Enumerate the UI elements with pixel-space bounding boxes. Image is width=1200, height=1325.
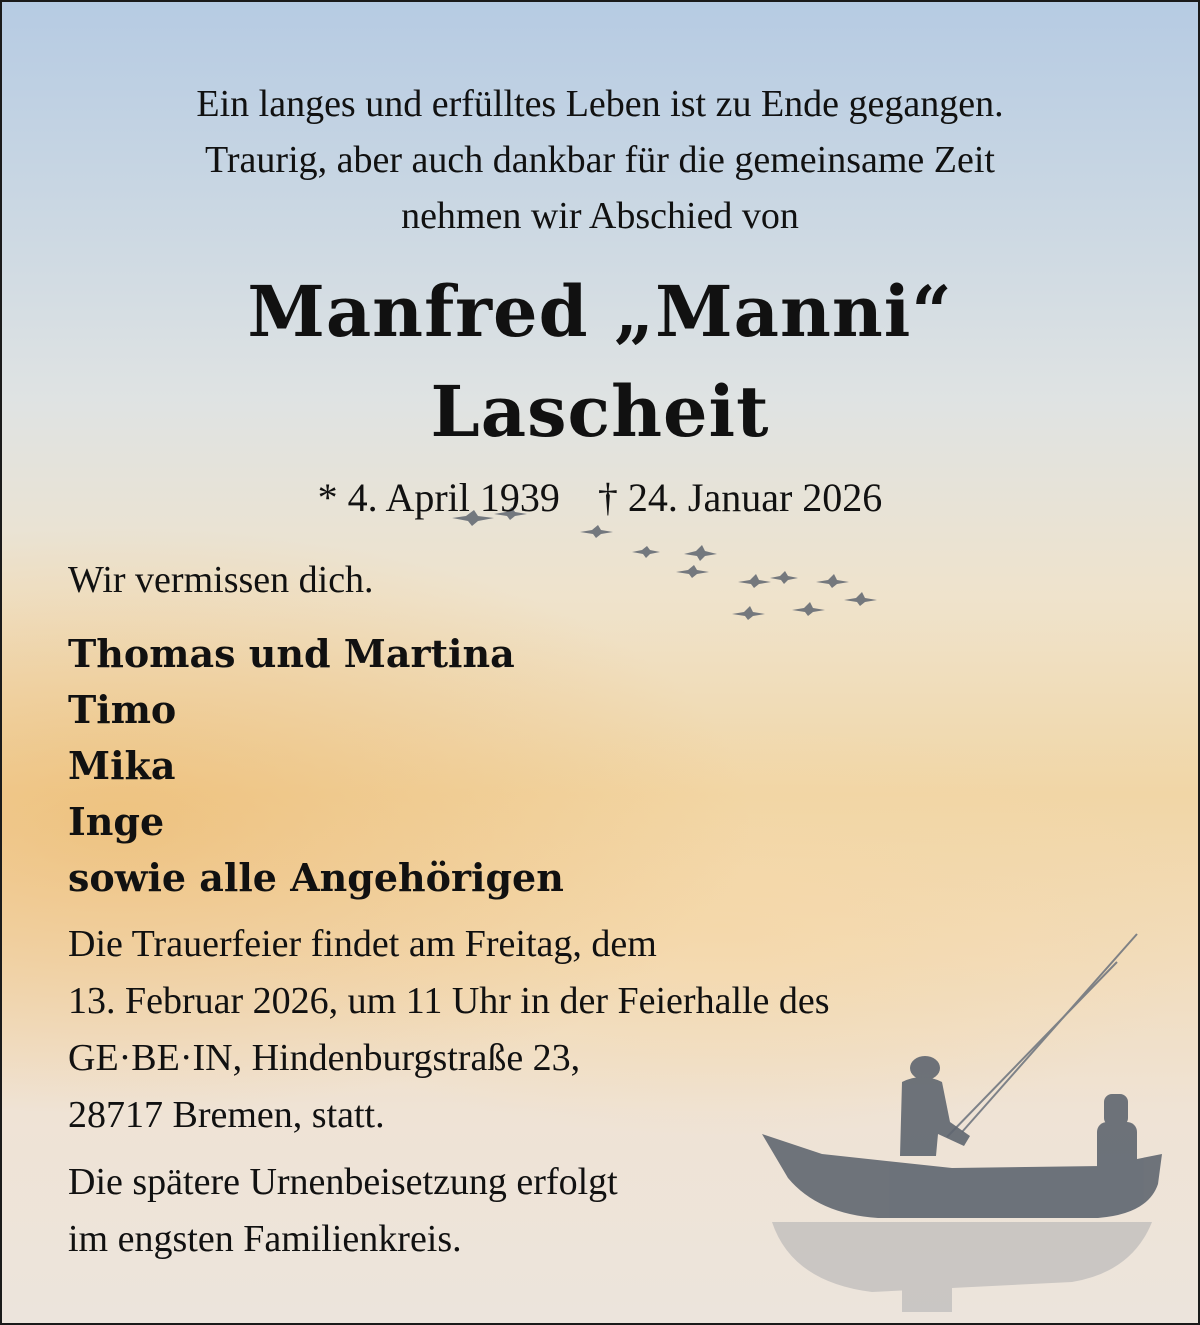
family-member: Thomas und Martina (68, 631, 515, 676)
intro-text (2, 76, 1198, 244)
message-text: Wir vermissen dich. (68, 559, 374, 601)
death-date: † 24. Januar 2026 (597, 475, 883, 520)
family-member: Timo (68, 687, 177, 732)
burial-line: im engsten Familienkreis. (68, 1218, 462, 1260)
service-line: Die Trauerfeier findet am Freitag, dem (68, 923, 657, 965)
life-dates (2, 474, 1198, 521)
family-member: Inge (68, 799, 165, 844)
service-line: GE·BE·IN, Hindenburgstraße 23, (68, 1037, 581, 1079)
service-line: 13. Februar 2026, um 11 Uhr in der Feierhalle des (68, 980, 830, 1022)
deceased-name-first: Manfred „Manni“ (247, 270, 953, 353)
intro-line-1: Ein langes und erfülltes Leben ist zu Ende gegangen. (196, 83, 1004, 125)
service-line: 28717 Bremen, statt. (68, 1094, 385, 1136)
deceased-name-last: Lascheit (430, 370, 770, 453)
family-member: Mika (68, 743, 176, 788)
family-list (68, 626, 564, 906)
family-member: sowie alle Angehörigen (68, 855, 564, 900)
burial-info (68, 1154, 618, 1268)
intro-line-2: Traurig, aber auch dankbar für die gemeinsame Zeit (205, 139, 995, 181)
service-info (68, 916, 830, 1144)
intro-line-3: nehmen wir Abschied von (401, 195, 799, 237)
burial-line: Die spätere Urnenbeisetzung erfolgt (68, 1161, 618, 1203)
birth-date: * 4. April 1939 (317, 475, 560, 520)
